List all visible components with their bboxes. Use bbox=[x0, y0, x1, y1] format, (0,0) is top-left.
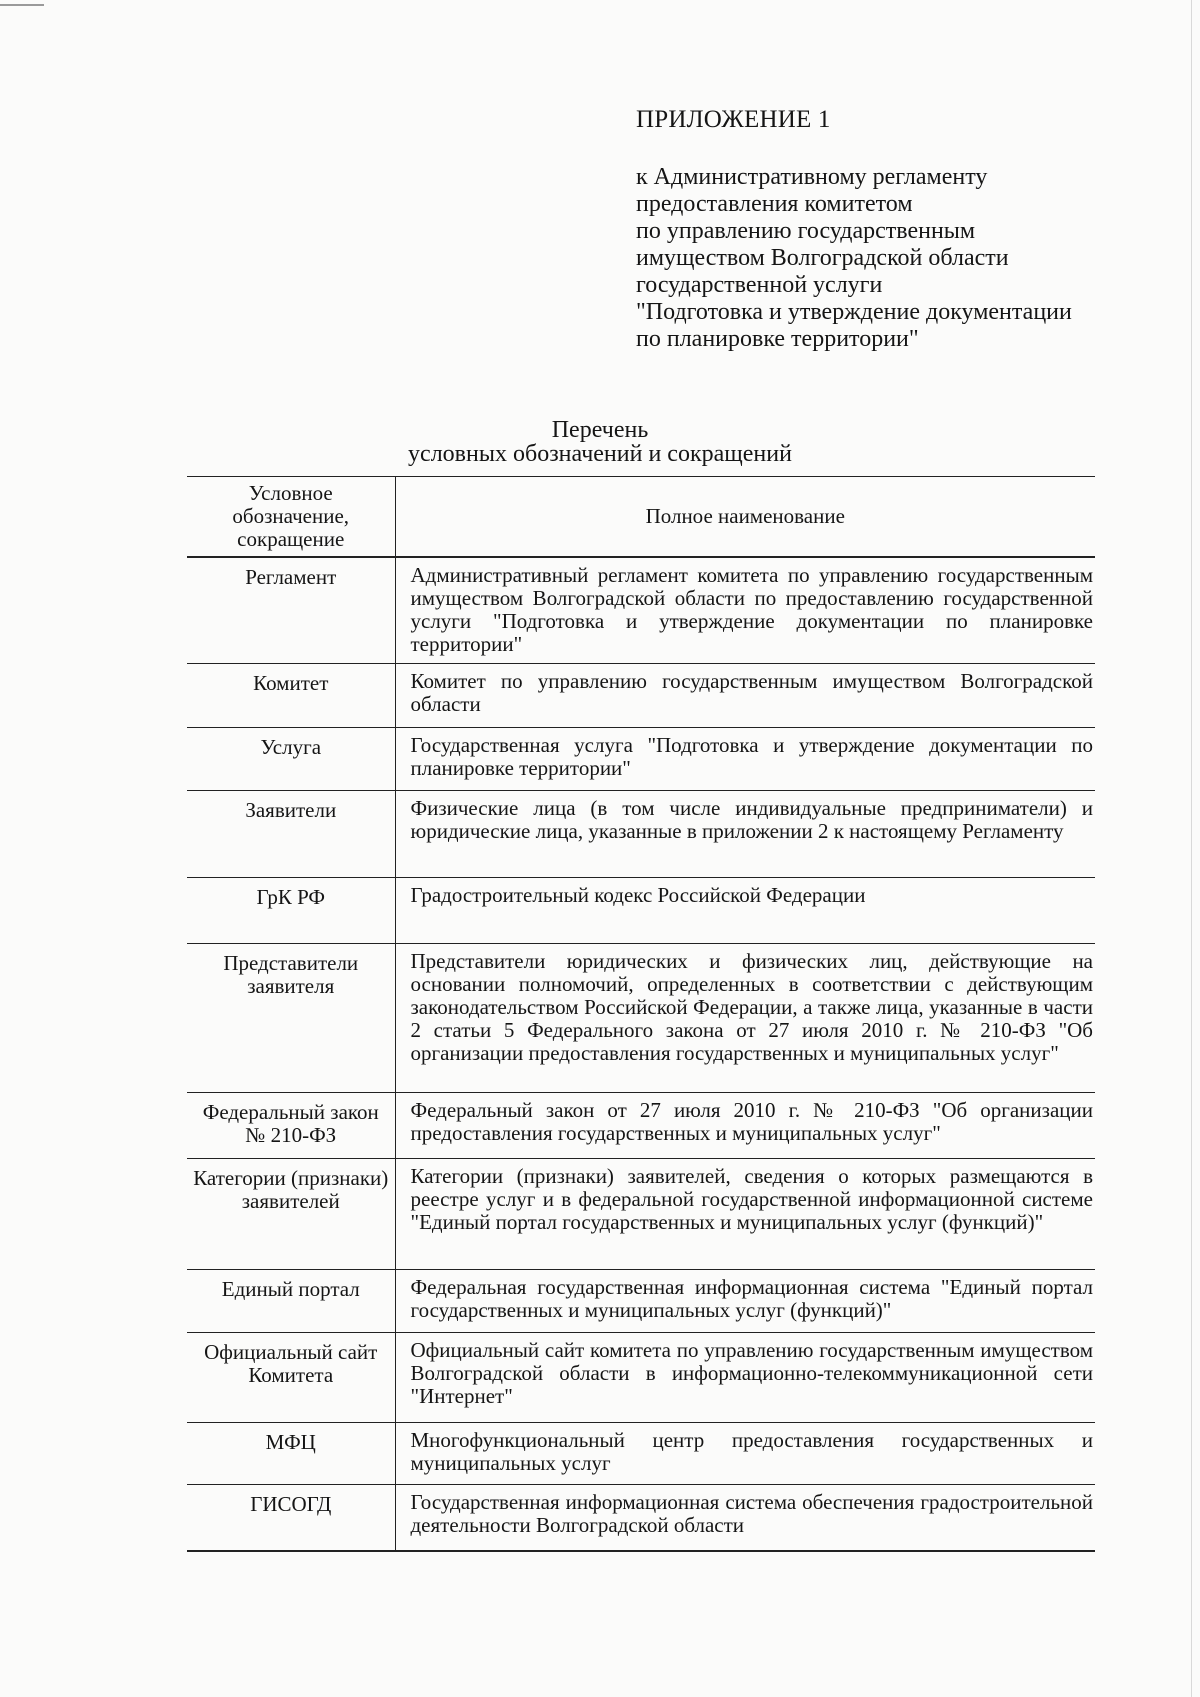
header-term-cell bbox=[187, 477, 395, 557]
term-cell: Регламент bbox=[187, 557, 395, 664]
term-cell: Единый портал bbox=[187, 1270, 395, 1333]
list-title-line: условных обозначений и сокращений bbox=[408, 441, 792, 467]
table-row bbox=[187, 664, 1095, 728]
annex-header bbox=[636, 106, 1116, 353]
table-row bbox=[187, 1333, 1095, 1423]
annex-line: имуществом Волгоградской области bbox=[636, 245, 1009, 271]
table-row bbox=[187, 1093, 1095, 1159]
definition-cell: Физические лица (в том числе индивидуальные предприниматели) и юридические лица, указанные в приложении 2 к настоящему Регламенту bbox=[395, 791, 1095, 878]
header-term-line: обозначение, bbox=[232, 503, 350, 528]
term-cell: ГИСОГД bbox=[187, 1485, 395, 1551]
annex-line: по планировке территории" bbox=[636, 326, 919, 352]
definition-cell: Комитет по управлению государственным имуществом Волгоградской области bbox=[395, 664, 1095, 728]
table-row bbox=[187, 1159, 1095, 1270]
table-header-row bbox=[187, 477, 1095, 557]
table-row bbox=[187, 1270, 1095, 1333]
term-cell: ГрК РФ bbox=[187, 878, 395, 944]
definition-cell: Государственная услуга "Подготовка и утверждение документации по планировке территории" bbox=[395, 728, 1095, 791]
abbreviations-table bbox=[187, 476, 1095, 1552]
definition-cell: Градостроительный кодекс Российской Федерации bbox=[395, 878, 1095, 944]
table-row bbox=[187, 878, 1095, 944]
definition-cell: Федеральная государственная информационная система "Единый портал государственных и муниципальных услуг (функций)" bbox=[395, 1270, 1095, 1333]
definition-cell: Категории (признаки) заявителей, сведения о которых размещаются в реестре услуг и в федеральной государственной информационной системе "Единый портал государственных и муниципальных услуг (функций)" bbox=[395, 1159, 1095, 1270]
term-cell: МФЦ bbox=[187, 1423, 395, 1485]
header-definition-cell: Полное наименование bbox=[395, 477, 1095, 557]
term-cell: Официальный сайт Комитета bbox=[187, 1333, 395, 1423]
term-cell: Федеральный закон № 210-ФЗ bbox=[187, 1093, 395, 1159]
annex-line: "Подготовка и утверждение документации bbox=[636, 299, 1072, 325]
definition-cell: Федеральный закон от 27 июля 2010 г. № 210-ФЗ "Об организации предоставления государственных и муниципальных услуг" bbox=[395, 1093, 1095, 1159]
definition-cell: Административный регламент комитета по управлению государственным имуществом Волгоградской области по предоставлению государственной услуги "Подготовка и утверждение документации по планировке территории" bbox=[395, 557, 1095, 664]
term-cell: Категории (признаки) заявителей bbox=[187, 1159, 395, 1270]
annex-line: государственной услуги bbox=[636, 272, 883, 298]
term-cell: Услуга bbox=[187, 728, 395, 791]
term-cell: Заявители bbox=[187, 791, 395, 878]
scan-page-edge bbox=[1191, 0, 1192, 1697]
table-row bbox=[187, 728, 1095, 791]
table-row bbox=[187, 791, 1095, 878]
scan-corner-mark bbox=[0, 4, 44, 6]
table-row bbox=[187, 1423, 1095, 1485]
header-term-line: сокращение bbox=[237, 526, 345, 551]
term-cell: Представители заявителя bbox=[187, 944, 395, 1093]
definition-cell: Официальный сайт комитета по управлению государственным имуществом Волгоградской области в информационно-телекоммуникационной сети "Интернет" bbox=[395, 1333, 1095, 1423]
header-term-line: Условное bbox=[248, 480, 333, 505]
annex-line: по управлению государственным bbox=[636, 218, 976, 244]
table-row bbox=[187, 557, 1095, 664]
definition-cell: Государственная информационная система обеспечения градостроительной деятельности Волгоградской области bbox=[395, 1485, 1095, 1551]
annex-title: ПРИЛОЖЕНИЕ 1 bbox=[636, 106, 831, 133]
term-cell: Комитет bbox=[187, 664, 395, 728]
annex-line: предоставления комитетом bbox=[636, 191, 913, 217]
table-row bbox=[187, 944, 1095, 1093]
table-row bbox=[187, 1485, 1095, 1551]
definition-cell: Представители юридических и физических лиц, действующие на основании полномочий, определенных в соответствии с действующим законодательством Российской Федерации, а также лица, указанные в части 2 статьи 5 Федерального закона от 27 июля 2010 г. № 210-ФЗ "Об организации предоставления государственных и муниципальных услуг" bbox=[395, 944, 1095, 1093]
list-title bbox=[0, 418, 1200, 466]
annex-line: к Административному регламенту bbox=[636, 164, 988, 190]
definition-cell: Многофункциональный центр предоставления государственных и муниципальных услуг bbox=[395, 1423, 1095, 1485]
list-title-line: Перечень bbox=[551, 417, 649, 443]
